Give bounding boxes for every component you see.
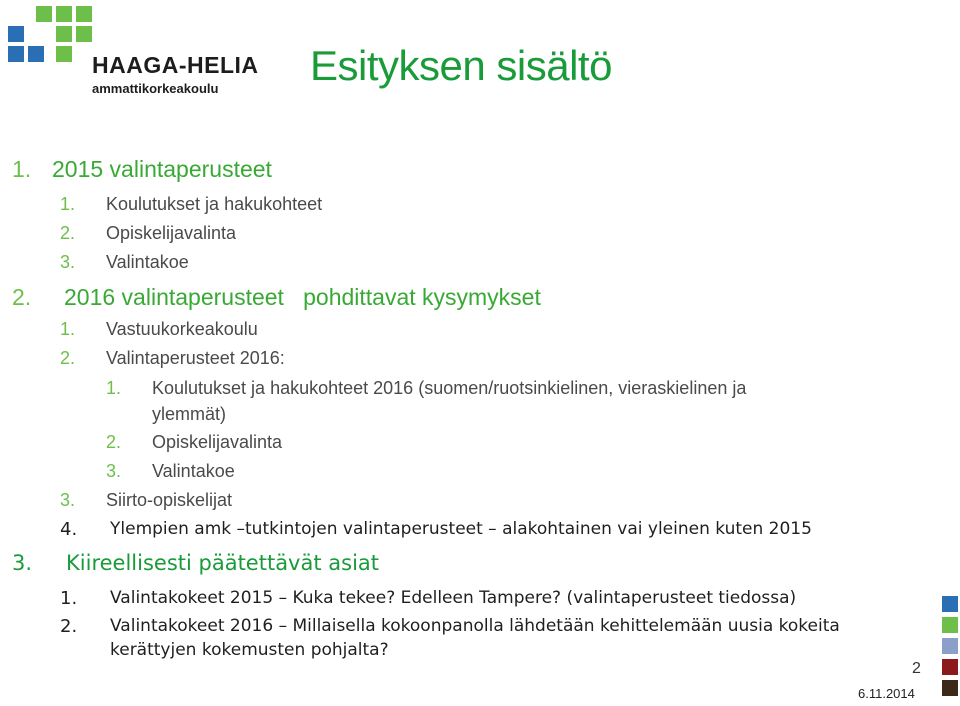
outline-item [60, 348, 285, 369]
item-text: ylemmät) [152, 404, 227, 424]
outline-item [60, 194, 323, 215]
item-text: Valintakoe [152, 461, 235, 481]
outline-item [60, 588, 797, 609]
item-text: Opiskelijavalinta [106, 223, 237, 243]
outline-item [12, 156, 272, 183]
item-number: 1. [106, 378, 122, 398]
deco-square [942, 617, 958, 633]
outline-item [60, 319, 258, 340]
deco-square [942, 638, 958, 654]
item-text: 2015 valintaperusteet [52, 156, 272, 182]
outline-item [106, 432, 283, 453]
item-text: Valintaperusteet 2016: [106, 348, 285, 368]
outline-item [12, 284, 541, 311]
page-number: 2 [912, 660, 921, 677]
item-text: Siirto-opiskelijat [106, 490, 233, 510]
outline-item [60, 519, 812, 540]
outline-item [60, 252, 189, 273]
item-text: Ylempien amk –tutkintojen valintaperusteet – alakohtainen vai yleinen kuten 2015 [110, 519, 812, 539]
item-text: 2016 valintaperusteet pohdittavat kysymykset [64, 284, 541, 310]
item-text: Vastuukorkeakoulu [106, 319, 258, 339]
item-number: 3. [60, 490, 76, 510]
item-text: Valintakokeet 2015 – Kuka tekee? Edelleen Tampere? (valintaperusteet tiedossa) [110, 588, 797, 608]
outline-item [60, 490, 233, 511]
item-text: Koulutukset ja hakukohteet [106, 194, 323, 214]
item-number: 2. [12, 284, 32, 310]
item-number: 3. [60, 252, 76, 272]
item-text: Valintakokeet 2016 – Millaisella kokoonpanolla lähdetään kehittelemään uusia kokeita [110, 616, 840, 636]
outline-item [12, 551, 380, 575]
haaga-helia-logo [8, 6, 259, 96]
item-number: 4. [60, 519, 78, 540]
item-number: 2. [60, 348, 76, 368]
slide-date: 6.11.2014 [858, 686, 915, 701]
item-number: 1. [12, 156, 32, 182]
item-text: Opiskelijavalinta [152, 432, 283, 452]
item-number: 1. [60, 194, 76, 214]
item-number: 3. [12, 551, 33, 575]
item-number: 1. [60, 588, 78, 609]
item-text: Kiireellisesti päätettävät asiat [66, 551, 380, 575]
item-number: 2. [106, 432, 122, 452]
item-number: 3. [106, 461, 122, 481]
deco-square [942, 659, 958, 675]
slide-title: Esityksen sisältö [310, 42, 612, 89]
logo-subtitle: ammattikorkeakoulu [92, 81, 219, 96]
item-number: 2. [60, 223, 76, 243]
outline-item [60, 616, 840, 637]
decorative-squares [942, 596, 958, 701]
outline-item [106, 378, 747, 399]
deco-square [942, 596, 958, 612]
item-text: kerättyjen kokemusten pohjalta? [110, 640, 389, 660]
item-text: Valintakoe [106, 252, 189, 272]
outline-item [106, 461, 235, 482]
logo-name: HAAGA-HELIA [92, 52, 259, 78]
item-number: 1. [60, 319, 76, 339]
item-text: Koulutukset ja hakukohteet 2016 (suomen/ruotsinkielinen, vieraskielinen ja [152, 378, 747, 398]
item-number: 2. [60, 616, 78, 637]
deco-square [942, 680, 958, 696]
outline-item [60, 223, 237, 244]
